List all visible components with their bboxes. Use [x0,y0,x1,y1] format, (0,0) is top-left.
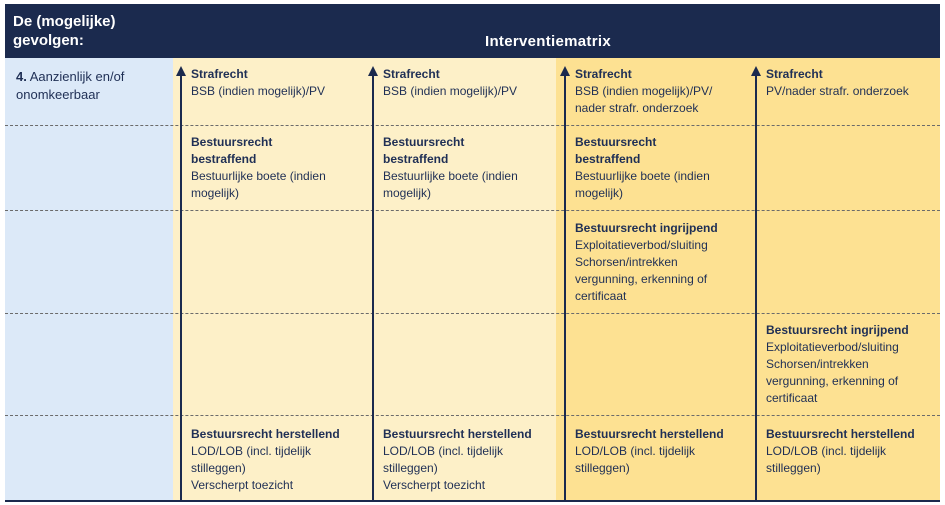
col3-ingrijpend-line: vergunning, erkenning of [575,272,708,286]
col3-ingrijpend-line: Schorsen/intrekken [575,255,678,269]
col4-strafrecht [766,66,909,100]
col2-herstellend-line: LOD/LOB (incl. tijdelijk [383,444,504,458]
col3-strafrecht [575,66,712,117]
consequences-heading-line1: De (mogelijke) [13,13,116,30]
col1-bestraffend-title2: bestraffend [191,152,257,166]
col3-bestraffend-line: Bestuurlijke boete (indien [575,169,710,183]
col3-bestraffend-line: mogelijk) [575,186,624,200]
col3-ingrijpend [575,220,718,305]
col4-ingrijpend-line: vergunning, erkenning of [766,374,899,388]
col1-bestraffend-line: Bestuurlijke boete (indien [191,169,326,183]
col4-ingrijpend-line: Exploitatieverbod/sluiting [766,340,899,354]
severity-text-line2: onomkeerbaar [16,87,100,102]
col3-ingrijpend-line: Exploitatieverbod/sluiting [575,238,708,252]
consequences-heading-line2: gevolgen: [13,32,84,49]
col1-herstellend-title: Bestuursrecht herstellend [191,427,340,441]
col4-ingrijpend-line: certificaat [766,391,818,405]
col3-bestraffend-title2: bestraffend [575,152,641,166]
col1-herstellend-line: LOD/LOB (incl. tijdelijk [191,444,312,458]
col3-strafrecht-line: BSB (indien mogelijk)/PV/ [575,84,713,98]
col4-strafrecht-title: Strafrecht [766,67,823,81]
col2-bestraffend-line: Bestuurlijke boete (indien [383,169,518,183]
col1-strafrecht-line: BSB (indien mogelijk)/PV [191,84,326,98]
col2-strafrecht-line: BSB (indien mogelijk)/PV [383,84,518,98]
col4-herstellend [766,426,915,477]
col4-ingrijpend [766,322,909,407]
col3-herstellend-title: Bestuursrecht herstellend [575,427,724,441]
severity-text-line1: Aanzienlijk en/of [29,69,125,84]
col1-herstellend-line: stilleggen) [191,461,246,475]
col4-herstellend-line: LOD/LOB (incl. tijdelijk [766,444,887,458]
col4-strafrecht-line: PV/nader strafr. onderzoek [766,84,909,98]
col2-strafrecht-title: Strafrecht [383,67,440,81]
col2-bestraffend [383,134,518,202]
col3-ingrijpend-line: certificaat [575,289,627,303]
col1-herstellend [191,426,340,494]
arrow-head-icon [176,66,186,76]
col3-herstellend-line: stilleggen) [575,461,630,475]
col2-herstellend-title: Bestuursrecht herstellend [383,427,532,441]
col4-herstellend-title: Bestuursrecht herstellend [766,427,915,441]
col2-strafrecht [383,66,517,100]
col2-bestraffend-title2: bestraffend [383,152,449,166]
col3-bestraffend-title1: Bestuursrecht [575,135,657,149]
col3-strafrecht-title: Strafrecht [575,67,632,81]
col1-herstellend-line: Verscherpt toezicht [191,478,294,492]
col1-bestraffend-line: mogelijk) [191,186,240,200]
matrix-title: Interventiematrix [485,33,611,50]
col3-bestraffend [575,134,710,202]
col2-bestraffend-line: mogelijk) [383,186,432,200]
col3-herstellend-line: LOD/LOB (incl. tijdelijk [575,444,696,458]
col1-bestraffend-title1: Bestuursrecht [191,135,273,149]
arrow-head-icon [560,66,570,76]
col2-herstellend-line: Verscherpt toezicht [383,478,486,492]
col1-bestraffend [191,134,326,202]
col1-strafrecht [191,66,325,100]
col3-herstellend [575,426,724,477]
col2-bestraffend-title1: Bestuursrecht [383,135,465,149]
col4-ingrijpend-title: Bestuursrecht ingrijpend [766,323,909,337]
col4-ingrijpend-line: Schorsen/intrekken [766,357,869,371]
col3-strafrecht-line: nader strafr. onderzoek [575,101,699,115]
arrow-head-icon [751,66,761,76]
col4-herstellend-line: stilleggen) [766,461,821,475]
col2-herstellend-line: stilleggen) [383,461,438,475]
severity-number: 4. [16,69,27,84]
col3-ingrijpend-title: Bestuursrecht ingrijpend [575,221,718,235]
arrow-head-icon [368,66,378,76]
col1-strafrecht-title: Strafrecht [191,67,248,81]
col2-herstellend [383,426,532,494]
